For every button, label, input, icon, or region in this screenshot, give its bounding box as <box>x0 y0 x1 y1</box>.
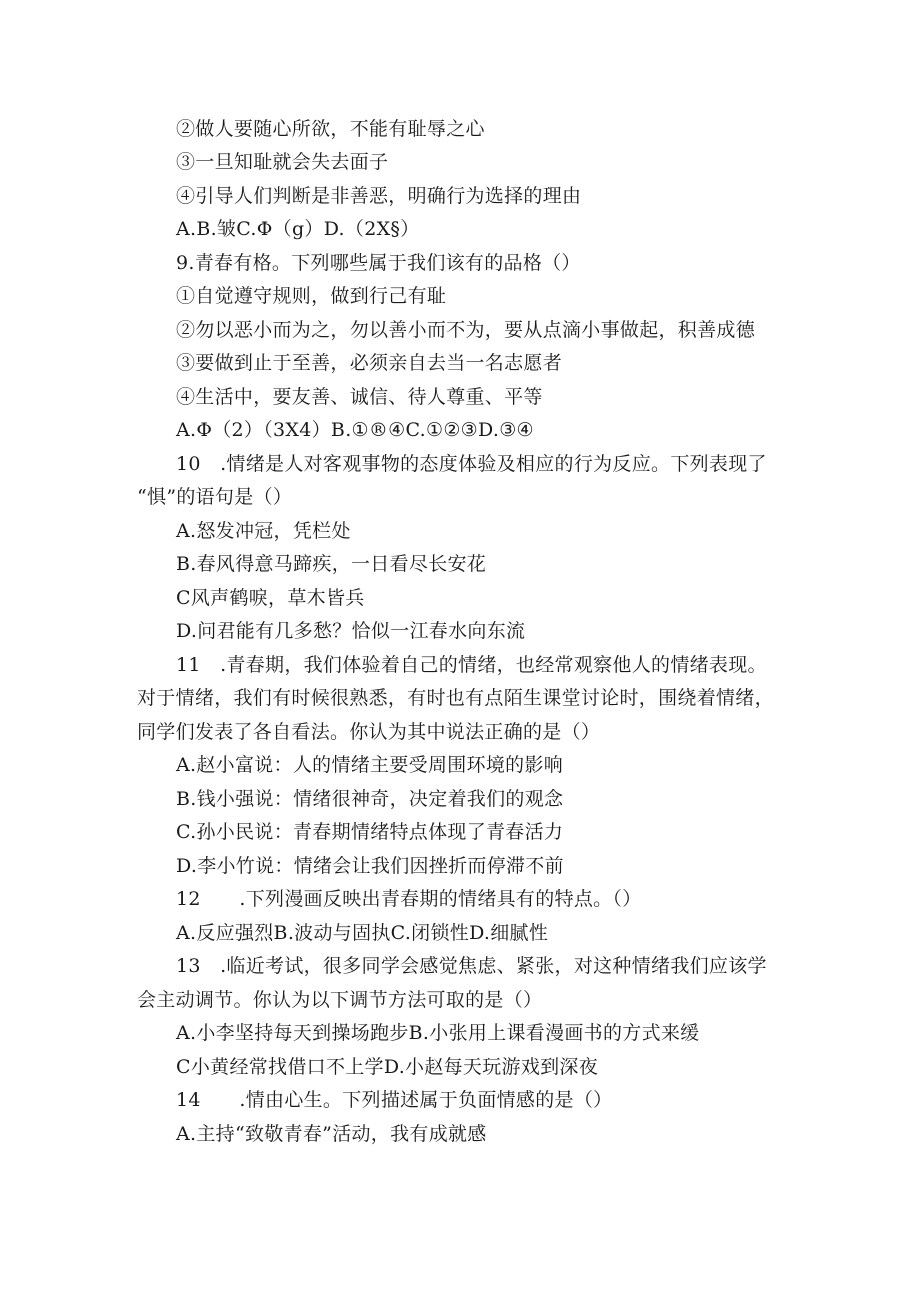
q9-item-4: ④生活中，要友善、诚信、待人尊重、平等 <box>176 386 543 408</box>
q10-option-a: A.怒发冲冠，凭栏处 <box>176 520 351 542</box>
q9-item-2: ②勿以恶小而为之，勿以善小而不为，要从点滴小事做起，积善成德 <box>176 319 756 341</box>
question-12: 12 .下列漫画反映出青春期的情绪具有的特点。（） <box>176 888 642 910</box>
option-2-line: ②做人要随心所欲，不能有耻辱之心 <box>176 118 485 140</box>
option-3-line: ③一旦知耻就会失去面子 <box>176 151 389 173</box>
q11-option-a: A.赵小富说：人的情绪主要受周围环境的影响 <box>176 754 564 776</box>
question-10: 10 .情绪是人对客观事物的态度体验及相应的行为反应。下列表现了 <box>176 453 767 475</box>
q10-option-b: B.春风得意马蹄疾，一日看尽长安花 <box>176 553 487 575</box>
q11-option-c: C.孙小民说：青春期情绪特点体现了青春活力 <box>176 821 564 843</box>
q10-option-d: D.问君能有几多愁？恰似一江春水向东流 <box>176 620 526 642</box>
answer-choices-8: A.B.皱C.Φ（g）D.（2X§） <box>176 218 420 240</box>
question-13: 13 .临近考试，很多同学会感觉焦虑、紧张，对这种情绪我们应该学 <box>176 955 767 977</box>
q14-option-a: A.主持“致敬青春”活动，我有成就感 <box>176 1123 487 1145</box>
q13-options-cd: C小黄经常找借口不上学D.小赵每天玩游戏到深夜 <box>176 1056 599 1078</box>
q9-item-3: ③要做到止于至善，必须亲自去当一名志愿者 <box>176 352 563 374</box>
q9-item-1: ①自觉遵守规则，做到行己有耻 <box>176 285 447 307</box>
q13-options-ab: A.小李坚持每天到操场跑步B.小张用上课看漫画书的方式来缓 <box>176 1022 700 1044</box>
q10-option-c: C风声鹤唳，草木皆兵 <box>176 587 365 609</box>
q11-option-b: B.钱小强说：情绪很神奇，决定着我们的观念 <box>176 788 564 810</box>
answer-choices-9: A.Φ（2）（3X4）B.①®④C.①②③D.③④ <box>176 419 534 441</box>
question-9: 9.青春有格。下列哪些属于我们该有的品格（） <box>176 252 581 274</box>
question-11-cont-2: 同学们发表了各自看法。你认为其中说法正确的是（） <box>137 721 601 743</box>
question-11: 11 .青春期，我们体验着自己的情绪，也经常观察他人的情绪表现。 <box>176 654 767 676</box>
q11-option-d: D.李小竹说：情绪会让我们因挫折而停滞不前 <box>176 855 564 877</box>
answer-choices-12: A.反应强烈B.波动与固执C.闭锁性D.细腻性 <box>176 922 549 944</box>
question-11-cont-1: 对于情绪，我们有时候很熟悉，有时也有点陌生课堂讨论时，围绕着情绪， <box>137 687 774 709</box>
question-13-cont: 会主动调节。你认为以下调节方法可取的是（） <box>137 989 543 1011</box>
question-14: 14 .情由心生。下列描述属于负面情感的是（） <box>176 1089 613 1111</box>
question-10-cont: “惧”的语句是（） <box>137 486 293 508</box>
option-4-line: ④引导人们判断是非善恶，明确行为选择的理由 <box>176 185 582 207</box>
